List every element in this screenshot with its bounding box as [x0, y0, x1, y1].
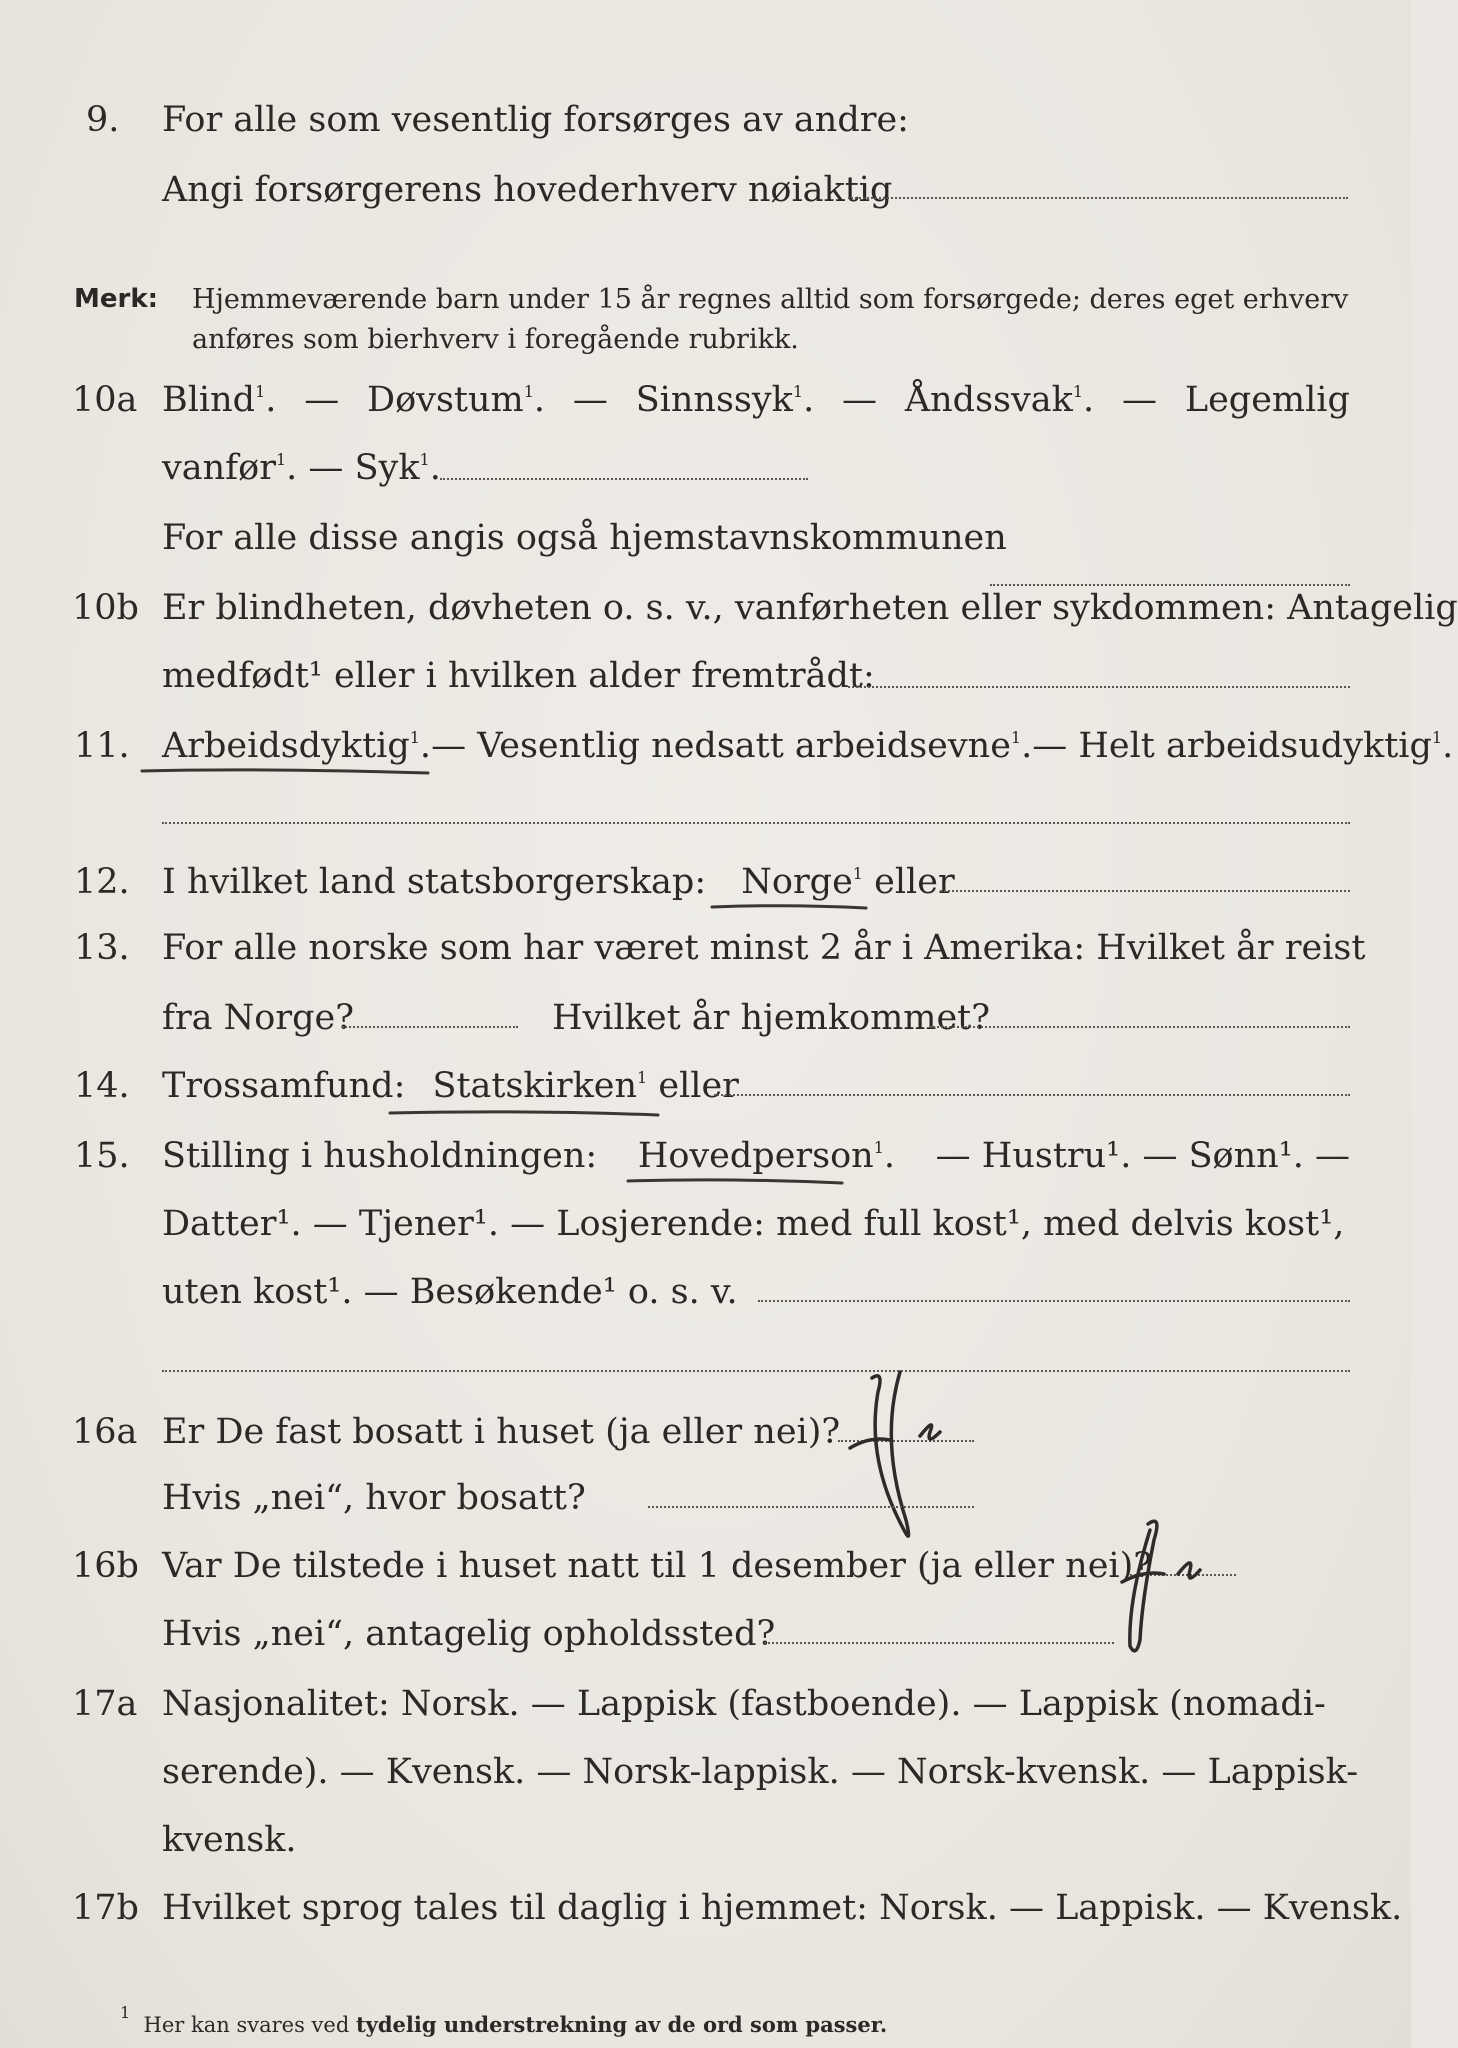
q13-line2a: fra Norge?	[162, 998, 354, 1038]
q11-number: 11.	[74, 726, 130, 766]
merk-line2: anføres som bierhverv i foregående rubrikk.	[192, 324, 799, 355]
q17a-line1: Nasjonalitet: Norsk. — Lappisk (fastboende). — Lappisk (nomadi-	[162, 1684, 1326, 1724]
q16a-number: 16a	[72, 1412, 138, 1452]
q17a-number: 17a	[72, 1684, 138, 1724]
option-nedsatt: — Vesentlig nedsatt arbeidsevne$^1$.	[431, 726, 1033, 766]
q16a-line2: Hvis „nei“, hvor bosatt?	[162, 1478, 586, 1518]
option-statskirken: Statskirken$^1$	[432, 1066, 648, 1106]
q12-line: I hvilket land statsborgerskap: Norge$^1$ eller	[162, 862, 955, 902]
q10b-number: 10b	[72, 588, 139, 628]
option-syk: Syk$^1$.	[354, 448, 441, 488]
q9-line1: For alle som vesentlig forsørges av andre:	[162, 100, 909, 140]
q17a-line3: kvensk.	[162, 1820, 297, 1860]
option-udyktig: — Helt arbeidsudyktig$^1$.	[1032, 726, 1454, 766]
q13-line1: For alle norske som har været minst 2 år i Amerika: Hvilket år reist	[162, 928, 1366, 968]
q15-number: 15.	[74, 1136, 130, 1176]
q9-number: 9.	[86, 100, 120, 140]
option-vanfor: vanfør$^1$.	[162, 448, 298, 488]
q15-line1: Stilling i husholdningen: Hovedperson$^1$. — Hustru¹. — Sønn¹. —	[162, 1136, 1350, 1176]
merk-label: Merk:	[74, 284, 159, 314]
q16b-sted-line[interactable]	[764, 1642, 1114, 1644]
option-andssvak: Åndssvak$^1$.	[904, 380, 1095, 420]
option-arbeidsdyktig: Arbeidsdyktig$^1$.	[162, 726, 432, 766]
q15-line3: uten kost¹. — Besøkende¹ o. s. v.	[162, 1272, 738, 1312]
option-dovstum: Døvstum$^1$.	[367, 380, 546, 420]
q14-line: Trossamfund: Statskirken$^1$ eller	[162, 1066, 739, 1106]
option-norge: Norge$^1$	[741, 862, 863, 902]
q15-line2: Datter¹. — Tjener¹. — Losjerende: med full kost¹, med delvis kost¹,	[162, 1204, 1345, 1244]
q13-number: 13.	[74, 928, 130, 968]
q10a-line3: For alle disse angis også hjemstavnskommunen	[162, 518, 1007, 558]
q14-number: 14.	[74, 1066, 130, 1106]
q13-line2b: Hvilket år hjemkommet?	[552, 998, 991, 1038]
q17a-line2: serende). — Kvensk. — Norsk-lappisk. — Norsk-kvensk. — Lappisk-	[162, 1752, 1359, 1792]
q12-number: 12.	[74, 862, 130, 902]
footnote: $^1$ Her kan svares ved tydelig understrekning av de ord som passer.	[120, 2003, 888, 2037]
q10b-line2: medfødt¹ eller i hvilken alder fremtrådt:	[162, 656, 875, 696]
option-legemlig: Legemlig	[1184, 380, 1350, 420]
q16b-line2: Hvis „nei“, antagelig opholdssted?	[162, 1614, 776, 1654]
q17b-line1: Hvilket sprog tales til daglig i hjemmet: Norsk. — Lappisk. — Kvensk.	[162, 1888, 1403, 1928]
q10a-line1: Blind$^1$. — Døvstum$^1$. — Sinnssyk$^1$. — Åndssvak$^1$. — Legemlig	[162, 380, 1350, 420]
q10a-number: 10a	[72, 380, 138, 420]
q10b-line1: Er blindheten, døvheten o. s. v., vanførheten eller sykdommen: Antagelig	[162, 588, 1458, 628]
q9-line2: Angi forsørgerens hovederhverv nøiaktig	[162, 170, 893, 210]
q16a-line1: Er De fast bosatt i huset (ja eller nei)?	[162, 1412, 841, 1452]
option-blind: Blind$^1$.	[162, 380, 277, 420]
merk-line1: Hjemmeværende barn under 15 år regnes alltid som forsørgede; deres eget erhverv	[192, 284, 1349, 315]
option-sinnssyk: Sinnssyk$^1$.	[635, 380, 815, 420]
q10a-line2: vanfør$^1$. — Syk$^1$.	[162, 448, 441, 488]
q17b-number: 17b	[72, 1888, 139, 1928]
option-hovedperson: Hovedperson$^1$.	[637, 1136, 896, 1176]
q16b-line1: Var De tilstede i huset natt til 1 desember (ja eller nei)?	[162, 1546, 1153, 1586]
q16b-number: 16b	[72, 1546, 139, 1586]
